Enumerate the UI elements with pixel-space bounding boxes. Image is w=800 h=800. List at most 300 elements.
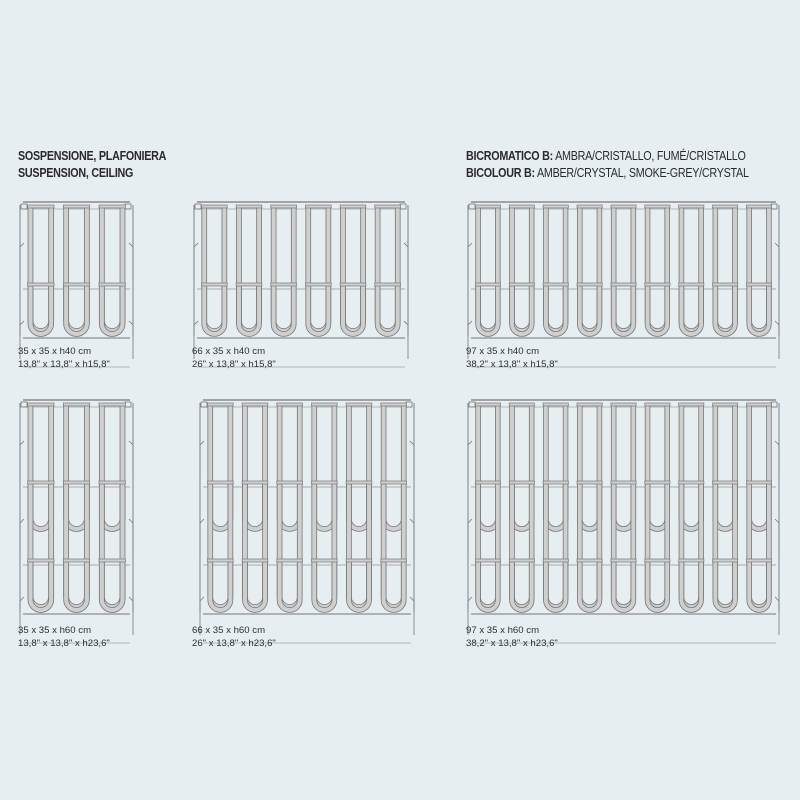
connector-left [469,204,475,209]
glass-element-cap [311,481,337,484]
glass-element [645,559,670,610]
glass-element-cap [340,283,366,286]
glass-element-body [314,483,334,607]
glass-element-outline [580,561,600,610]
glass-element-cap [201,205,227,208]
glass-element-cap [99,205,125,208]
glass-element [99,559,125,610]
glass-element-cap [311,403,337,406]
glass-element-body [614,207,634,331]
glass-element-cap [207,403,233,406]
glass-element-outline [314,561,334,610]
glass-element-body [314,405,334,529]
bracket-right [404,321,408,359]
glass-element-outline [478,405,498,529]
glass-element-cap [346,403,372,406]
glass-element-outline [343,207,363,331]
glass-element [375,283,401,334]
glass-element-outline [30,561,51,610]
glass-element-cap [645,205,670,208]
glass-element-outline [512,483,532,607]
glass-element-cap [645,559,670,562]
glass-element-outline [478,483,498,607]
glass-element-cap [475,559,500,562]
glass-element-cap [271,205,297,208]
glass-element-outline [210,561,230,610]
glass-element [645,283,670,334]
bracket-left [20,441,24,479]
glass-element-cap [201,283,227,286]
glass-element-cap [543,481,568,484]
glass-element [475,559,500,610]
glass-element-cap [611,205,636,208]
heading-right-line2 [466,165,749,182]
glass-element-outline [614,405,634,529]
glass-element-cap [679,559,704,562]
glass-element-body [580,207,600,331]
glass-element [271,283,297,334]
glass-element-outline [102,405,123,529]
glass-element-body [614,405,634,529]
glass-element-outline [204,285,224,334]
glass-element-cap [713,481,738,484]
glass-element-cap [28,403,54,406]
bracket-right [129,597,133,635]
bracket-left [194,243,198,281]
connector-left [201,402,207,407]
glass-element-outline [349,483,369,607]
glass-element [346,559,372,610]
glass-element [475,283,500,334]
glass-element-cap [63,205,89,208]
connector-left [21,204,27,209]
caption-cm-module-66x35x40: 66 x 35 x h40 cm [192,346,266,357]
connector-left [21,402,27,407]
drawing-module-66x35x60 [198,397,416,616]
glass-element-cap [375,205,401,208]
glass-element [679,283,704,334]
glass-element [509,283,534,334]
glass-element-outline [681,285,701,334]
glass-element-cap [611,283,636,286]
glass-element [713,283,738,334]
glass-element-outline [239,207,259,331]
glass-element-cap [577,559,602,562]
glass-element-cap [577,481,602,484]
glass-element-outline [715,483,735,607]
glass-element-cap [381,481,407,484]
bracket-right [129,321,133,359]
heading-right-line2-label: BICOLOUR B: [466,166,535,180]
glass-element-body [749,405,769,529]
bracket-right [775,441,779,479]
glass-element-cap [63,481,89,484]
glass-element-cap [746,481,771,484]
glass-element [577,283,602,334]
glass-element-cap [509,205,534,208]
glass-element-outline [30,285,51,334]
glass-element-cap [207,481,233,484]
glass-element-outline [749,405,769,529]
glass-element [543,559,568,610]
glass-element-outline [66,285,87,334]
glass-element-body [681,483,701,607]
glass-element-body [749,483,769,607]
glass-element [28,559,54,610]
glass-element-cap [577,205,602,208]
glass-element-cap [236,283,262,286]
glass-element-cap [346,559,372,562]
glass-element-body [102,483,123,607]
glass-element-cap [577,283,602,286]
bracket-right [129,519,133,557]
caption-cm-module-35x35x40: 35 x 35 x h40 cm [18,346,92,357]
glass-element-cap [679,481,704,484]
glass-element-outline [378,285,398,334]
glass-element-outline [614,207,634,331]
glass-element-outline [648,285,668,334]
glass-element-cap [375,283,401,286]
glass-element-cap [645,403,670,406]
glass-element-cap [346,481,372,484]
glass-element [99,283,125,334]
heading-right-line1-text: AMBRA/CRISTALLO, FUMÉ/CRISTALLO [552,149,746,163]
glass-element-cap [645,481,670,484]
caption-in-module-35x35x40: 13,8" x 13,8" x h15,8" [18,359,110,370]
glass-element-body [749,207,769,331]
glass-element-cap [28,481,54,484]
glass-element-cap [509,559,534,562]
bracket-right [775,243,779,281]
glass-element-body [378,207,398,331]
glass-element-cap [236,205,262,208]
glass-element-outline [614,285,634,334]
glass-element-outline [512,207,532,331]
glass-element-outline [512,405,532,529]
glass-element-cap [713,559,738,562]
bracket-right [129,243,133,281]
glass-element-cap [713,205,738,208]
glass-element [713,559,738,610]
glass-element-cap [28,559,54,562]
glass-element [63,559,89,610]
glass-element-body [210,405,230,529]
glass-element-body [478,405,498,529]
glass-element-cap [475,403,500,406]
glass-element-body [384,483,404,607]
glass-element-outline [580,207,600,331]
glass-element-body [580,405,600,529]
glass-element [679,559,704,610]
glass-element-outline [478,285,498,334]
glass-element-body [66,483,87,607]
glass-element-outline [478,561,498,610]
glass-element-outline [66,561,87,610]
glass-element-cap [509,283,534,286]
glass-element-cap [242,559,268,562]
caption-in-module-97x35x40: 38,2" x 13,8" x h15,8" [466,359,558,370]
glass-element-outline [210,483,230,607]
glass-element-cap [28,205,54,208]
glass-element-outline [30,405,51,529]
glass-element-cap [543,559,568,562]
heading-left-line1: SOSPENSIONE, PLAFONIERA [18,149,167,163]
glass-element-outline [546,483,566,607]
glass-element-cap [475,283,500,286]
glass-element-body [648,207,668,331]
bracket-left [468,441,472,479]
caption-cm-module-35x35x60: 35 x 35 x h60 cm [18,625,92,636]
glass-element-body [30,483,51,607]
glass-element [201,283,227,334]
caption-in-module-66x35x60: 26" x 13,8" x h23,6" [192,638,276,649]
glass-element-outline [580,483,600,607]
glass-element-body [614,483,634,607]
glass-element-outline [384,561,404,610]
bracket-right [410,519,414,557]
glass-element-body [274,207,294,331]
glass-element [28,283,54,334]
glass-element-outline [204,207,224,331]
glass-element-cap [63,283,89,286]
bracket-left [200,441,204,479]
glass-element-body [384,405,404,529]
bracket-right [775,597,779,635]
glass-element-cap [509,403,534,406]
glass-element-cap [679,283,704,286]
glass-element [236,283,262,334]
drawing-module-66x35x40 [192,199,410,340]
glass-element [311,559,337,610]
glass-element-body [681,207,701,331]
glass-element-body [648,405,668,529]
glass-element-body [580,483,600,607]
glass-element-body [343,207,363,331]
drawing-module-35x35x40 [18,199,135,340]
glass-element-cap [381,403,407,406]
connector-right [125,402,131,407]
glass-element-body [546,405,566,529]
glass-element-body [648,483,668,607]
glass-element-outline [681,561,701,610]
glass-element [611,559,636,610]
glass-element-body [30,405,51,529]
glass-element-cap [242,403,268,406]
bracket-right [775,519,779,557]
bracket-left [468,243,472,281]
bracket-left [468,519,472,557]
glass-element-cap [645,283,670,286]
glass-element-cap [381,559,407,562]
bracket-left [20,519,24,557]
glass-element-body [66,405,87,529]
glass-element-cap [509,481,534,484]
glass-element-outline [102,285,123,334]
caption-cm-module-97x35x60: 97 x 35 x h60 cm [466,625,540,636]
glass-element-outline [30,207,51,331]
glass-element-body [512,483,532,607]
glass-element-cap [475,205,500,208]
glass-element-outline [681,405,701,529]
caption-cm-module-66x35x60: 66 x 35 x h60 cm [192,625,266,636]
glass-element-cap [543,403,568,406]
bracket-right [410,441,414,479]
glass-element-outline [546,561,566,610]
glass-element-cap [63,403,89,406]
glass-element-cap [713,403,738,406]
glass-element-outline [349,561,369,610]
glass-element-outline [343,285,363,334]
glass-element [207,559,233,610]
caption-in-module-97x35x60: 38,2" x 13,8" x h23,6" [466,638,558,649]
drawing-module-97x35x40 [466,199,781,340]
glass-element-outline [314,405,334,529]
bracket-right [775,321,779,359]
bracket-left [200,519,204,557]
glass-element-outline [245,405,265,529]
glass-element-outline [245,561,265,610]
glass-element-body [478,207,498,331]
glass-element-body [478,483,498,607]
glass-element-outline [478,207,498,331]
glass-element-outline [749,483,769,607]
glass-element-outline [580,285,600,334]
glass-element-outline [102,483,123,607]
glass-element [381,559,407,610]
drawing-module-35x35x60 [18,397,135,616]
glass-element-cap [207,559,233,562]
glass-element-cap [611,481,636,484]
glass-element-outline [648,207,668,331]
glass-element-cap [277,481,303,484]
connector-right [406,402,412,407]
glass-element-cap [277,559,303,562]
glass-element-body [715,405,735,529]
glass-element [340,283,366,334]
glass-element-cap [305,283,331,286]
glass-element-cap [99,283,125,286]
glass-element-outline [546,285,566,334]
glass-element-outline [715,561,735,610]
glass-element-body [102,207,123,331]
glass-element-body [66,207,87,331]
glass-element-cap [611,559,636,562]
glass-element-body [681,405,701,529]
glass-element-cap [679,205,704,208]
heading-right-line1 [466,148,746,165]
connector-right [125,204,131,209]
glass-element-outline [274,207,294,331]
drawing-module-97x35x60 [466,397,781,616]
glass-element-body [280,405,300,529]
glass-element [746,283,771,334]
glass-element-cap [277,403,303,406]
glass-element-cap [475,481,500,484]
glass-element-outline [66,405,87,529]
glass-element-outline [280,483,300,607]
glass-element-cap [679,403,704,406]
glass-element-outline [239,285,259,334]
glass-element-outline [210,405,230,529]
glass-element-body [245,405,265,529]
glass-element-outline [66,207,87,331]
glass-element-body [308,207,328,331]
heading-right-line1-label: BICROMATICO B: [466,149,553,163]
glass-element-outline [715,405,735,529]
glass-element-body [204,207,224,331]
glass-element-outline [378,207,398,331]
glass-element-outline [102,561,123,610]
glass-element-outline [384,483,404,607]
glass-element-outline [280,561,300,610]
glass-element-outline [648,405,668,529]
glass-element-cap [99,403,125,406]
glass-element-cap [611,403,636,406]
glass-element [305,283,331,334]
glass-element-cap [746,403,771,406]
glass-element-outline [749,207,769,331]
glass-element [746,559,771,610]
glass-element-cap [746,283,771,286]
glass-element-outline [681,207,701,331]
glass-element-body [715,483,735,607]
glass-element-outline [614,561,634,610]
connector-right [400,204,406,209]
caption-cm-module-97x35x40: 97 x 35 x h40 cm [466,346,540,357]
glass-element-body [245,483,265,607]
glass-element [63,283,89,334]
glass-element-cap [99,559,125,562]
glass-element-outline [614,483,634,607]
glass-element-outline [648,483,668,607]
glass-element-outline [308,207,328,331]
glass-element-body [239,207,259,331]
glass-element-body [715,207,735,331]
glass-element-cap [340,205,366,208]
glass-element-outline [681,483,701,607]
glass-element-body [102,405,123,529]
glass-element [611,283,636,334]
glass-element-outline [580,405,600,529]
glass-element-body [546,207,566,331]
glass-element-cap [305,205,331,208]
glass-element-outline [546,405,566,529]
bracket-right [404,243,408,281]
glass-element-cap [63,559,89,562]
glass-element-outline [715,285,735,334]
glass-element-outline [715,207,735,331]
bracket-left [20,243,24,281]
glass-element-cap [271,283,297,286]
glass-element-outline [512,285,532,334]
glass-element [543,283,568,334]
heading-left-line2: SUSPENSION, CEILING [18,166,134,180]
glass-element-cap [311,559,337,562]
bracket-right [410,597,414,635]
caption-in-module-35x35x60: 13,8" x 13,8" x h23,6" [18,638,110,649]
caption-in-module-66x35x40: 26" x 13,8" x h15,8" [192,359,276,370]
glass-element-cap [543,283,568,286]
glass-element-outline [308,285,328,334]
glass-element-outline [30,483,51,607]
glass-element-cap [242,481,268,484]
glass-element-body [280,483,300,607]
glass-element-outline [512,561,532,610]
glass-element-body [512,207,532,331]
glass-element-body [349,405,369,529]
glass-element-outline [314,483,334,607]
glass-element-outline [280,405,300,529]
